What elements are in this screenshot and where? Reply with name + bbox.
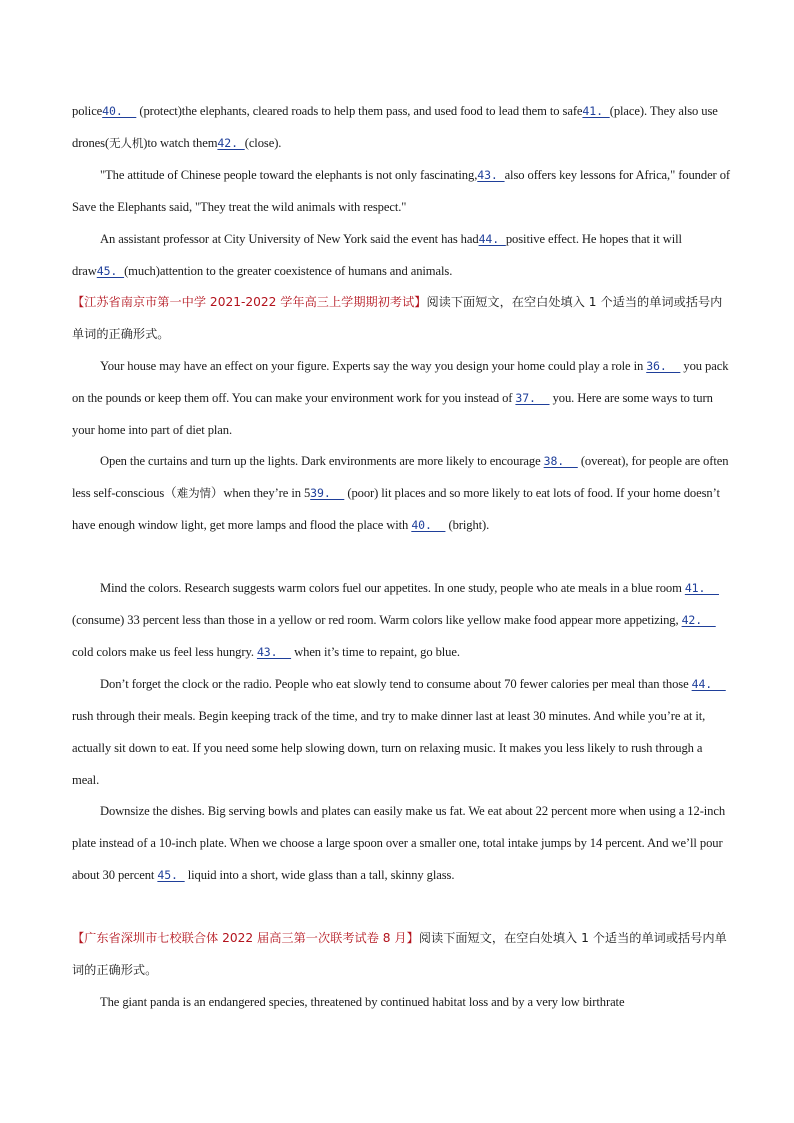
blank-45b[interactable]: 45. xyxy=(157,868,185,882)
text: (much)attention to the greater coexistence of humans and animals. xyxy=(124,264,453,278)
passage-2-paragraph-4 xyxy=(72,668,732,796)
text: police xyxy=(72,104,103,118)
text: (close). xyxy=(244,136,282,150)
text: you pack on the pounds or keep them off. You can make your environment work for you instead of xyxy=(72,359,729,405)
blank-40[interactable]: 40. xyxy=(102,104,137,118)
source-label: 【江苏省南京市第一中学 2021-2022 学年高三上学期期初考试】 xyxy=(72,295,427,309)
section-heading-nanjing xyxy=(72,286,732,350)
text: Open the curtains and turn up the lights. Dark environments are more likely to encourage xyxy=(100,454,544,468)
text: (poor) lit places and so more likely to eat lots of food. If your home doesn’t have enough window light, get more lamps and flood the place with xyxy=(72,486,720,532)
blank-41b[interactable]: 41. xyxy=(684,581,719,595)
instruction-text: 阅读下面短文，在空白处填入 1 个适当的单词或括号内单词的正确形式。 xyxy=(72,295,723,341)
text: liquid into a short, wide glass than a tall, skinny glass. xyxy=(184,868,455,882)
text: (protect)the elephants, cleared roads to help them pass, and used food to lead them to safe xyxy=(136,104,583,118)
text: ）when they’re in 5 xyxy=(210,486,311,500)
text: cold colors make us feel less hungry. xyxy=(72,645,257,659)
blank-43b[interactable]: 43. xyxy=(256,645,292,659)
blank-44b[interactable]: 44. xyxy=(691,677,726,691)
source-label: 【广东省深圳市七校联合体 2022 届高三第一次联考试卷 8 月】 xyxy=(72,931,419,945)
text-chinese: 难为情 xyxy=(176,486,211,500)
text: positive effect. He hopes that it will draw xyxy=(72,232,682,278)
text-chinese: 无人机 xyxy=(109,136,144,150)
text: you. Here are some ways to turn your home into part of diet plan. xyxy=(72,391,713,437)
text: rush through their meals. Begin keeping track of the time, and try to make dinner last at least 30 minutes. And while you’re at it, actually sit down to eat. If you need some help slowing down, turn on relaxing music. It makes you less likely to rush through a meal. xyxy=(72,709,706,787)
blank-38[interactable]: 38. xyxy=(543,454,578,468)
text: "The attitude of Chinese people toward the elephants is not only fascinating, xyxy=(100,168,478,182)
text: Mind the colors. Research suggests warm colors fuel our appetites. In one study, people who ate meals in a blue room xyxy=(100,581,685,595)
blank-45[interactable]: 45. xyxy=(96,264,125,278)
blank-44[interactable]: 44. xyxy=(478,232,506,246)
passage-1-paragraph-2 xyxy=(72,159,732,223)
text: The giant panda is an endangered species, threatened by continued habitat loss and by a very low birthrate xyxy=(100,995,625,1009)
text: (overeat), for people are often less self-conscious（ xyxy=(72,454,729,500)
passage-3-paragraph-1 xyxy=(72,986,732,1018)
text: Downsize the dishes. Big serving bowls and plates can easily make us fat. We eat about 22 percent more when using a 12-inch plate instead of a 10-inch plate. When we choose a large spoon over a smaller one, total intake jumps by 14 percent. And we’ll pour about 30 percent xyxy=(72,804,726,882)
blank-36[interactable]: 36. xyxy=(646,359,681,373)
blank-42[interactable]: 42. xyxy=(217,136,245,150)
text: when it’s time to repaint, go blue. xyxy=(291,645,460,659)
text: )to watch them xyxy=(143,136,218,150)
text: Don’t forget the clock or the radio. People who eat slowly tend to consume about 70 fewer calories per meal than those xyxy=(100,677,692,691)
instruction-text: 阅读下面短文，在空白处填入 1 个适当的单词或括号内单词的正确形式。 xyxy=(72,931,727,977)
text: also offers key lessons for Africa," founder of Save the Elephants said, "They treat the wild animals with respect." xyxy=(72,168,730,214)
blank-41[interactable]: 41. xyxy=(582,104,610,118)
blank-39[interactable]: 39. xyxy=(310,486,345,500)
text: (consume) 33 percent less than those in a yellow or red room. Warm colors like yellow make food appear more appetizing, xyxy=(72,613,682,627)
blank-42b[interactable]: 42. xyxy=(681,613,716,627)
passage-2-paragraph-3 xyxy=(72,572,732,668)
passage-2-paragraph-5 xyxy=(72,795,732,891)
blank-37[interactable]: 37. xyxy=(515,391,550,405)
text: (place). They also use drones( xyxy=(72,104,718,150)
passage-1-paragraph-3 xyxy=(72,223,732,287)
text: (bright). xyxy=(445,518,490,532)
blank-43[interactable]: 43. xyxy=(477,168,505,182)
blank-40b[interactable]: 40. xyxy=(411,518,446,532)
text: An assistant professor at City University of New York said the event has had xyxy=(100,232,479,246)
passage-2-paragraph-2 xyxy=(72,445,732,541)
passage-2-paragraph-1 xyxy=(72,350,732,446)
section-heading-shenzhen xyxy=(72,922,732,986)
text: Your house may have an effect on your figure. Experts say the way you design your home could play a role in xyxy=(100,359,647,373)
passage-1-paragraph-1 xyxy=(72,95,732,159)
